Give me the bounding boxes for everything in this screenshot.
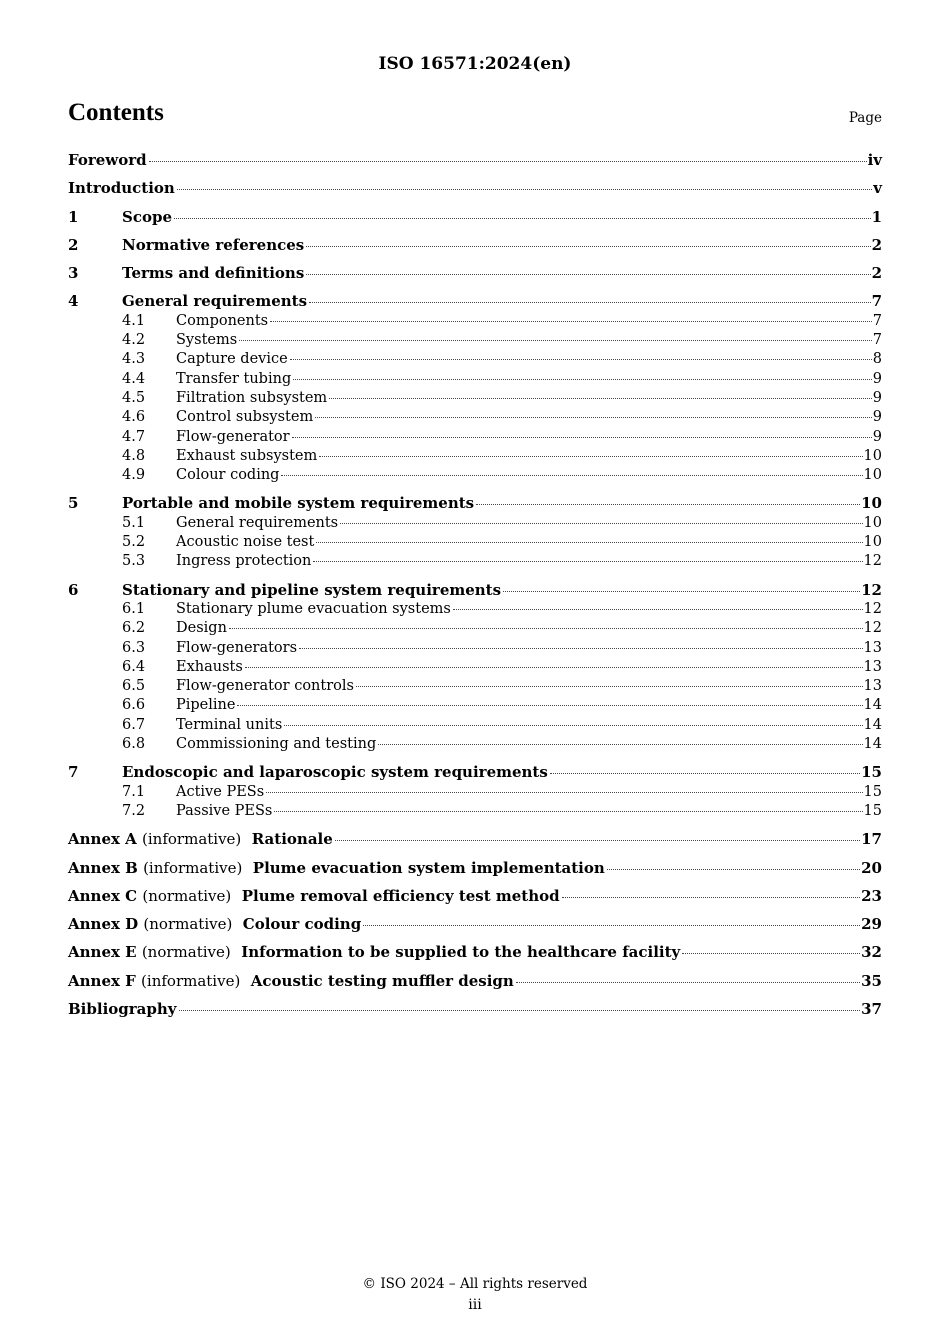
toc-label: Exhausts <box>176 658 243 675</box>
dot-leader <box>309 302 871 303</box>
dot-leader <box>607 869 860 870</box>
toc-page-number: 23 <box>861 886 882 905</box>
toc-page-number: 12 <box>863 553 882 570</box>
table-of-contents <box>68 151 882 1019</box>
toc-page-number: 35 <box>861 971 882 990</box>
toc-label: Pipeline <box>176 697 236 714</box>
toc-entry[interactable] <box>68 763 882 782</box>
dot-leader <box>239 340 872 341</box>
annex-kind: (informative) <box>143 858 243 877</box>
toc-page-number: 9 <box>872 370 882 387</box>
dot-leader <box>174 218 871 219</box>
toc-page-number: 10 <box>861 494 882 513</box>
dot-leader <box>149 161 867 162</box>
toc-page-number: 13 <box>863 639 882 656</box>
toc-page-number: 14 <box>863 736 882 753</box>
toc-entry[interactable] <box>68 292 882 311</box>
toc-subentry[interactable] <box>68 696 882 715</box>
toc-page-number: 32 <box>861 943 882 962</box>
dot-leader <box>329 398 872 399</box>
toc-number: 4.4 <box>122 370 146 387</box>
annex-id: Annex E <box>68 943 137 962</box>
toc-entry[interactable] <box>68 972 882 991</box>
toc-number: 4.7 <box>122 428 146 445</box>
toc-subentry[interactable] <box>68 350 882 369</box>
toc-page-number: 1 <box>871 207 882 226</box>
toc-label: Exhaust subsystem <box>176 447 318 464</box>
toc-entry[interactable] <box>68 264 882 283</box>
toc-label: Bibliography <box>68 999 177 1018</box>
toc-page-number: 10 <box>863 534 882 551</box>
toc-label: Terminal units <box>176 716 283 733</box>
dot-leader <box>237 705 862 706</box>
toc-number: 6.2 <box>122 620 146 637</box>
toc-entry[interactable] <box>68 943 882 962</box>
dot-leader <box>229 628 863 629</box>
dot-leader <box>335 840 860 841</box>
dot-leader <box>179 1010 861 1011</box>
toc-page-number: 12 <box>861 580 882 599</box>
toc-page-number: 15 <box>863 802 882 819</box>
dot-leader <box>293 379 872 380</box>
toc-annex-label <box>68 859 605 878</box>
toc-page-number: 10 <box>863 514 882 531</box>
annex-title: Plume evacuation system implementation <box>252 858 605 877</box>
toc-annex-label <box>68 915 361 934</box>
toc-number: 3 <box>68 264 79 283</box>
toc-number: 7 <box>68 763 79 782</box>
toc-label: Acoustic noise test <box>176 534 315 551</box>
toc-number: 4.3 <box>122 351 146 368</box>
toc-page-number: 10 <box>863 467 882 484</box>
toc-label: Normative references <box>122 235 305 254</box>
page-column-label: Page <box>848 110 882 126</box>
dot-leader <box>340 523 862 524</box>
toc-label: Foreword <box>68 151 147 169</box>
toc-number: 6.4 <box>122 658 146 675</box>
toc-subentry[interactable] <box>68 389 882 408</box>
annex-id: Annex F <box>68 971 136 990</box>
toc-label: General requirements <box>176 514 339 531</box>
toc-subentry[interactable] <box>68 619 882 638</box>
annex-kind: (informative) <box>141 971 241 990</box>
toc-number: 5.1 <box>122 514 146 531</box>
toc-entry[interactable] <box>68 581 882 600</box>
annex-title: Plume removal efficiency test method <box>241 886 560 905</box>
toc-number: 6.5 <box>122 678 146 695</box>
annex-title: Information to be supplied to the healthcare facility <box>241 943 681 962</box>
toc-entry[interactable] <box>68 236 882 255</box>
toc-number: 7.2 <box>122 802 146 819</box>
toc-label: Control subsystem <box>176 409 314 426</box>
toc-label: Systems <box>176 332 238 349</box>
dot-leader <box>453 609 863 610</box>
toc-number: 5 <box>68 494 79 513</box>
toc-page-number: v <box>873 179 882 198</box>
annex-kind: (normative) <box>141 943 231 962</box>
dot-leader <box>306 274 870 275</box>
toc-number: 4.6 <box>122 409 146 426</box>
toc-page-number: 14 <box>863 716 882 733</box>
toc-subentry[interactable] <box>68 312 882 331</box>
toc-subentry[interactable] <box>68 735 882 754</box>
toc-label: Active PESs <box>176 783 265 800</box>
toc-number: 1 <box>68 207 79 226</box>
toc-page-number: 2 <box>871 235 882 254</box>
toc-number: 4.1 <box>122 312 146 329</box>
toc-subentry[interactable] <box>68 677 882 696</box>
toc-annex-label <box>68 830 333 849</box>
toc-label: Endoscopic and laparoscopic system requirements <box>122 763 548 782</box>
toc-number: 6.3 <box>122 639 146 656</box>
toc-subentry[interactable] <box>68 716 882 735</box>
toc-label: Stationary and pipeline system requirements <box>122 580 502 599</box>
dot-leader <box>245 667 863 668</box>
toc-page-number: 8 <box>872 351 882 368</box>
toc-page-number: 20 <box>861 858 882 877</box>
toc-label: General requirements <box>122 292 308 311</box>
toc-number: 5.2 <box>122 534 146 551</box>
toc-subentry[interactable] <box>68 783 882 802</box>
dot-leader <box>274 811 862 812</box>
toc-label: Transfer tubing <box>176 370 292 387</box>
toc-subentry[interactable] <box>68 447 882 466</box>
toc-entry[interactable] <box>68 887 882 906</box>
dot-leader <box>313 561 862 562</box>
toc-label: Flow-generators <box>176 639 298 656</box>
toc-page-number: 14 <box>863 697 882 714</box>
toc-subentry[interactable] <box>68 552 882 571</box>
dot-leader <box>306 246 870 247</box>
toc-page-number: 2 <box>871 264 882 283</box>
toc-label: Colour coding <box>176 467 280 484</box>
toc-annex-label <box>68 887 560 906</box>
toc-entry[interactable] <box>68 830 882 849</box>
toc-subentry[interactable] <box>68 639 882 658</box>
dot-leader <box>319 456 862 457</box>
toc-entry[interactable] <box>68 915 882 934</box>
toc-label: Stationary plume evacuation systems <box>176 600 451 617</box>
toc-number: 4.8 <box>122 447 146 464</box>
toc-page-number: iv <box>867 151 882 169</box>
toc-label: Capture device <box>176 351 288 368</box>
annex-title: Acoustic testing muffler design <box>250 971 514 990</box>
page-number: iii <box>468 1297 482 1313</box>
toc-page-number: 15 <box>861 763 882 782</box>
toc-entry[interactable] <box>68 1000 882 1019</box>
toc-subentry[interactable] <box>68 658 882 677</box>
toc-label: Passive PESs <box>176 802 273 819</box>
dot-leader <box>316 542 862 543</box>
dot-leader <box>266 792 862 793</box>
dot-leader <box>299 648 863 649</box>
toc-number: 4 <box>68 292 79 311</box>
dot-leader <box>476 504 860 505</box>
toc-page-number: 7 <box>872 332 882 349</box>
toc-number: 6.7 <box>122 716 146 733</box>
dot-leader <box>378 744 862 745</box>
dot-leader <box>516 982 860 983</box>
annex-id: Annex D <box>68 915 139 934</box>
toc-page-number: 17 <box>861 830 882 849</box>
toc-subentry[interactable] <box>68 466 882 485</box>
dot-leader <box>562 897 860 898</box>
toc-page-number: 9 <box>872 389 882 406</box>
toc-label: Ingress protection <box>176 553 312 570</box>
toc-page-number: 7 <box>871 292 882 311</box>
dot-leader <box>363 925 860 926</box>
annex-kind: (informative) <box>142 830 242 849</box>
dot-leader <box>270 321 872 322</box>
toc-label: Terms and definitions <box>122 264 305 283</box>
toc-number: 4.2 <box>122 332 146 349</box>
toc-page-number: 29 <box>861 915 882 934</box>
toc-subentry[interactable] <box>68 428 882 447</box>
toc-label: Portable and mobile system requirements <box>122 494 475 513</box>
toc-page-number: 12 <box>863 600 882 617</box>
toc-entry[interactable] <box>68 208 882 227</box>
toc-label: Introduction <box>68 179 175 198</box>
toc-label: Commissioning and testing <box>176 736 377 753</box>
toc-number: 6.6 <box>122 697 146 714</box>
dot-leader <box>682 953 860 954</box>
annex-kind: (normative) <box>142 886 232 905</box>
toc-number: 6 <box>68 580 79 599</box>
toc-entry[interactable] <box>68 494 882 513</box>
toc-number: 4.5 <box>122 389 146 406</box>
dot-leader <box>550 773 860 774</box>
dot-leader <box>177 189 872 190</box>
annex-id: Annex B <box>68 858 138 877</box>
toc-subentry[interactable] <box>68 600 882 619</box>
toc-number: 4.9 <box>122 467 146 484</box>
toc-subentry[interactable] <box>68 408 882 427</box>
toc-label: Flow-generator <box>176 428 290 445</box>
toc-page-number: 15 <box>863 783 882 800</box>
toc-number: 6.1 <box>122 600 146 617</box>
toc-subentry[interactable] <box>68 802 882 821</box>
dot-leader <box>290 359 872 360</box>
toc-number: 5.3 <box>122 553 146 570</box>
toc-page-number: 9 <box>872 428 882 445</box>
toc-number: 7.1 <box>122 783 146 800</box>
toc-subentry[interactable] <box>68 331 882 350</box>
dot-leader <box>503 591 860 592</box>
copyright-footer: © ISO 2024 – All rights reserved <box>362 1276 588 1292</box>
annex-id: Annex A <box>68 830 137 849</box>
toc-label: Flow-generator controls <box>176 678 354 695</box>
annex-title: Rationale <box>251 830 333 849</box>
toc-page-number: 10 <box>863 447 882 464</box>
toc-annex-label <box>68 972 514 991</box>
toc-page-number: 12 <box>863 620 882 637</box>
dot-leader <box>315 417 872 418</box>
toc-number: 2 <box>68 235 79 254</box>
toc-annex-label <box>68 943 680 962</box>
toc-entry[interactable] <box>68 859 882 878</box>
toc-entry[interactable] <box>68 151 882 170</box>
toc-subentry[interactable] <box>68 514 882 533</box>
toc-page-number: 13 <box>863 658 882 675</box>
toc-label: Design <box>176 620 227 637</box>
toc-label: Scope <box>122 207 173 226</box>
toc-label: Filtration subsystem <box>176 389 328 406</box>
dot-leader <box>356 686 863 687</box>
dot-leader <box>281 475 862 476</box>
toc-page-number: 9 <box>872 409 882 426</box>
toc-label: Components <box>176 312 269 329</box>
toc-page-number: 13 <box>863 678 882 695</box>
annex-id: Annex C <box>68 886 138 905</box>
toc-number: 6.8 <box>122 736 146 753</box>
dot-leader <box>292 437 872 438</box>
toc-subentry[interactable] <box>68 533 882 552</box>
toc-page-number: 37 <box>861 999 882 1018</box>
toc-entry[interactable] <box>68 179 882 198</box>
annex-kind: (normative) <box>143 915 233 934</box>
dot-leader <box>284 725 862 726</box>
document-id-header: ISO 16571:2024(en) <box>378 54 572 74</box>
annex-title: Colour coding <box>242 915 362 934</box>
toc-subentry[interactable] <box>68 370 882 389</box>
page-title: Contents <box>68 99 164 126</box>
toc-page-number: 7 <box>872 312 882 329</box>
